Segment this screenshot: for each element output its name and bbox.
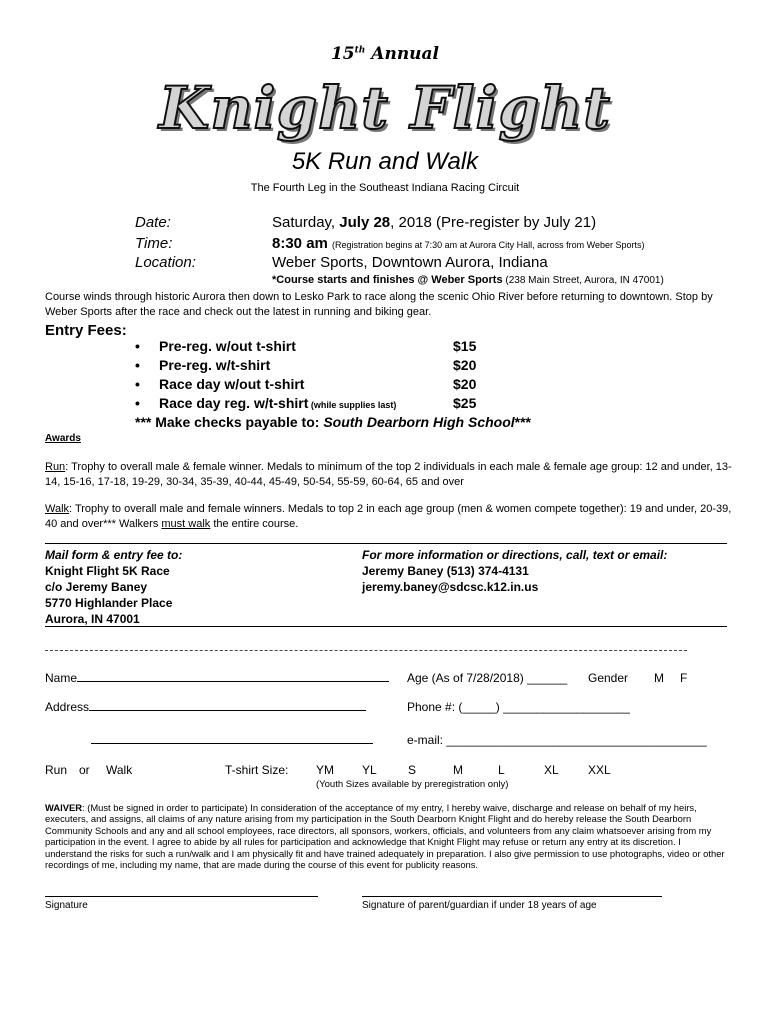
fee-label: Race day w/out t-shirt — [159, 376, 305, 392]
fee-label: Pre-reg. w/out t-shirt — [159, 338, 296, 354]
size-option[interactable]: S — [408, 763, 417, 777]
size-option[interactable]: YM — [316, 763, 334, 777]
walk-must-walk: must walk — [161, 518, 211, 530]
fee-item: • Pre-reg. w/t-shirt — [135, 357, 271, 373]
address-field[interactable] — [45, 700, 366, 714]
mail-line: Knight Flight 5K Race — [45, 564, 170, 578]
age-field[interactable]: Age (As of 7/28/2018) ______ — [407, 671, 568, 685]
checks-suffix: *** — [514, 414, 532, 430]
walk-option[interactable]: Walk — [106, 763, 133, 777]
fee-item: • Pre-reg. w/out t-shirt — [135, 338, 296, 354]
course-note-address: (238 Main Street, Aurora, IN 47001) — [502, 275, 664, 286]
run-awards-label: Run — [45, 461, 66, 473]
knight-flight-logo: Knight Flight — [158, 74, 612, 142]
phone-field[interactable]: Phone #: (_____) ___________________ — [407, 700, 630, 714]
annual-suffix: th — [354, 45, 366, 56]
fee-price: $20 — [453, 376, 477, 392]
annual-word: Annual — [371, 44, 440, 64]
fee-label: Race day reg. w/t-shirt — [159, 395, 309, 411]
walk-awards-text: : Trophy to overall male and female winners. Medals to top 2 in each age group (men & women compete together): 19 and under, 20-39, 40 and over*** Walkers — [45, 503, 732, 530]
info-block — [362, 547, 667, 595]
location-label: Location: — [135, 254, 196, 271]
mail-line: Aurora, IN 47001 — [45, 612, 140, 626]
checks-prefix: *** Make checks payable to: — [135, 414, 324, 430]
date-bold: July 28 — [339, 214, 391, 231]
waiver-body: : (Must be signed in order to participate) In consideration of the acceptance of my entry, I hereby waive, discharge and release on behalf of my heirs, executers, and assigns, all claims of any nature arising from my participation in the South Dearborn Knight Flight and do hereby release the South Dearborn Community Schools and any and all school employees, race directors, all sponsors, workers, officials, and volunteers from any claim whatsoever arising from my participation in the event. I agree to abide by all rules for participation and acknowledge that Knight Flight may refuse or return any entry at its discretion. I understand the risks for such a run/walk and I am physically fit and have trained adequately in preparation. I also give permission to use photographs, video or other recordings of me, including my name, that are made during the course of this event for publicity reasons. — [45, 802, 725, 871]
course-note-bold: *Course starts and finishes @ Weber Sports — [272, 274, 503, 286]
or-label: or — [79, 763, 90, 777]
course-note — [272, 274, 664, 286]
name-line[interactable] — [77, 681, 389, 682]
name-field[interactable] — [45, 671, 389, 685]
gender-label: Gender — [588, 671, 629, 685]
date-prefix: Saturday, — [272, 214, 340, 231]
checks-payee: South Dearborn High School — [323, 414, 515, 430]
size-option[interactable]: XL — [544, 763, 559, 777]
awards-heading: Awards — [45, 433, 81, 444]
signature-line[interactable] — [45, 896, 318, 897]
date-suffix: , 2018 (Pre-register by July 21) — [390, 214, 597, 231]
signature-label: Signature — [45, 900, 88, 911]
walk-awards — [45, 502, 735, 532]
fee-price: $20 — [453, 357, 477, 373]
run-option[interactable]: Run — [45, 763, 68, 777]
waiver-label: WAIVER — [45, 802, 82, 813]
entry-fees-heading: Entry Fees: — [45, 322, 127, 339]
address-line[interactable] — [89, 710, 366, 711]
cut-line — [45, 650, 687, 651]
fee-extra: (while supplies last) — [308, 400, 397, 410]
course-description: Course winds through historic Aurora then down to Lesko Park to race along the scenic Ohio River before returning to downtown. Stop by Weber Sports after the race and check out the latest in running and biking gear. — [45, 291, 713, 318]
guardian-signature-label: Signature of parent/guardian if under 18 years of age — [362, 900, 597, 911]
run-awards — [45, 460, 735, 490]
location-value: Weber Sports, Downtown Aurora, Indiana — [272, 254, 548, 271]
mail-to-block — [45, 547, 182, 627]
annual-label — [0, 44, 770, 64]
annual-number: 15 — [330, 44, 355, 64]
info-phone: Jeremy Baney (513) 374-4131 — [362, 564, 529, 578]
time-label: Time: — [135, 235, 173, 252]
walk-awards-label: Walk — [45, 503, 70, 515]
mail-line: c/o Jeremy Baney — [45, 580, 148, 594]
date-value — [272, 214, 596, 231]
address-line-2[interactable] — [91, 732, 373, 744]
date-label: Date: — [135, 214, 171, 231]
size-option[interactable]: YL — [362, 763, 377, 777]
size-option[interactable]: L — [498, 763, 505, 777]
gender-f-option[interactable]: F — [680, 671, 688, 685]
divider-bottom — [45, 626, 727, 627]
fee-label: Pre-reg. w/t-shirt — [159, 357, 271, 373]
fee-price: $15 — [453, 338, 477, 354]
event-subtitle: The Fourth Leg in the Southeast Indiana Racing Circuit — [250, 182, 520, 194]
walk-awards-end: the entire course. — [210, 518, 299, 530]
info-heading: For more information or directions, call, text or email: — [362, 548, 668, 562]
time-note: (Registration begins at 7:30 am at Aurora City Hall, across from Weber Sports) — [332, 240, 645, 250]
fee-item: • Race day w/out t-shirt — [135, 376, 305, 392]
waiver-text — [45, 802, 725, 870]
mail-line: 5770 Highlander Place — [45, 596, 173, 610]
email-field[interactable]: e-mail: _______________________________________ — [407, 733, 707, 747]
divider-top — [45, 543, 727, 544]
checks-payable — [135, 414, 531, 430]
size-option[interactable]: XXL — [588, 763, 611, 777]
run-awards-text: : Trophy to overall male & female winner. Medals to minimum of the top 2 individuals in each male & female age group: 12 and under, 13-14, 15-16, 17-18, 19-29, 30-34, 35-39, 40-44, 45-49, 50-54, 55-59, 60-64, 65 and over — [45, 461, 732, 488]
fee-item: • Race day reg. w/t-shirt (while supplies last) — [135, 395, 397, 411]
mail-heading: Mail form & entry fee to: — [45, 548, 183, 562]
size-option[interactable]: M — [453, 763, 463, 777]
fee-price: $25 — [453, 395, 477, 411]
youth-size-note: (Youth Sizes available by preregistration only) — [316, 779, 509, 790]
tshirt-size-label: T-shirt Size: — [225, 763, 289, 777]
address-label: Address — [45, 700, 90, 714]
info-email[interactable]: jeremy.baney@sdcsc.k12.in.us — [362, 580, 539, 594]
guardian-signature-line[interactable] — [362, 896, 662, 897]
time-bold: 8:30 am — [272, 235, 328, 252]
gender-m-option[interactable]: M — [654, 671, 664, 685]
name-label: Name — [45, 671, 78, 685]
time-value — [272, 235, 645, 252]
event-title: 5K Run and Walk — [291, 148, 479, 175]
